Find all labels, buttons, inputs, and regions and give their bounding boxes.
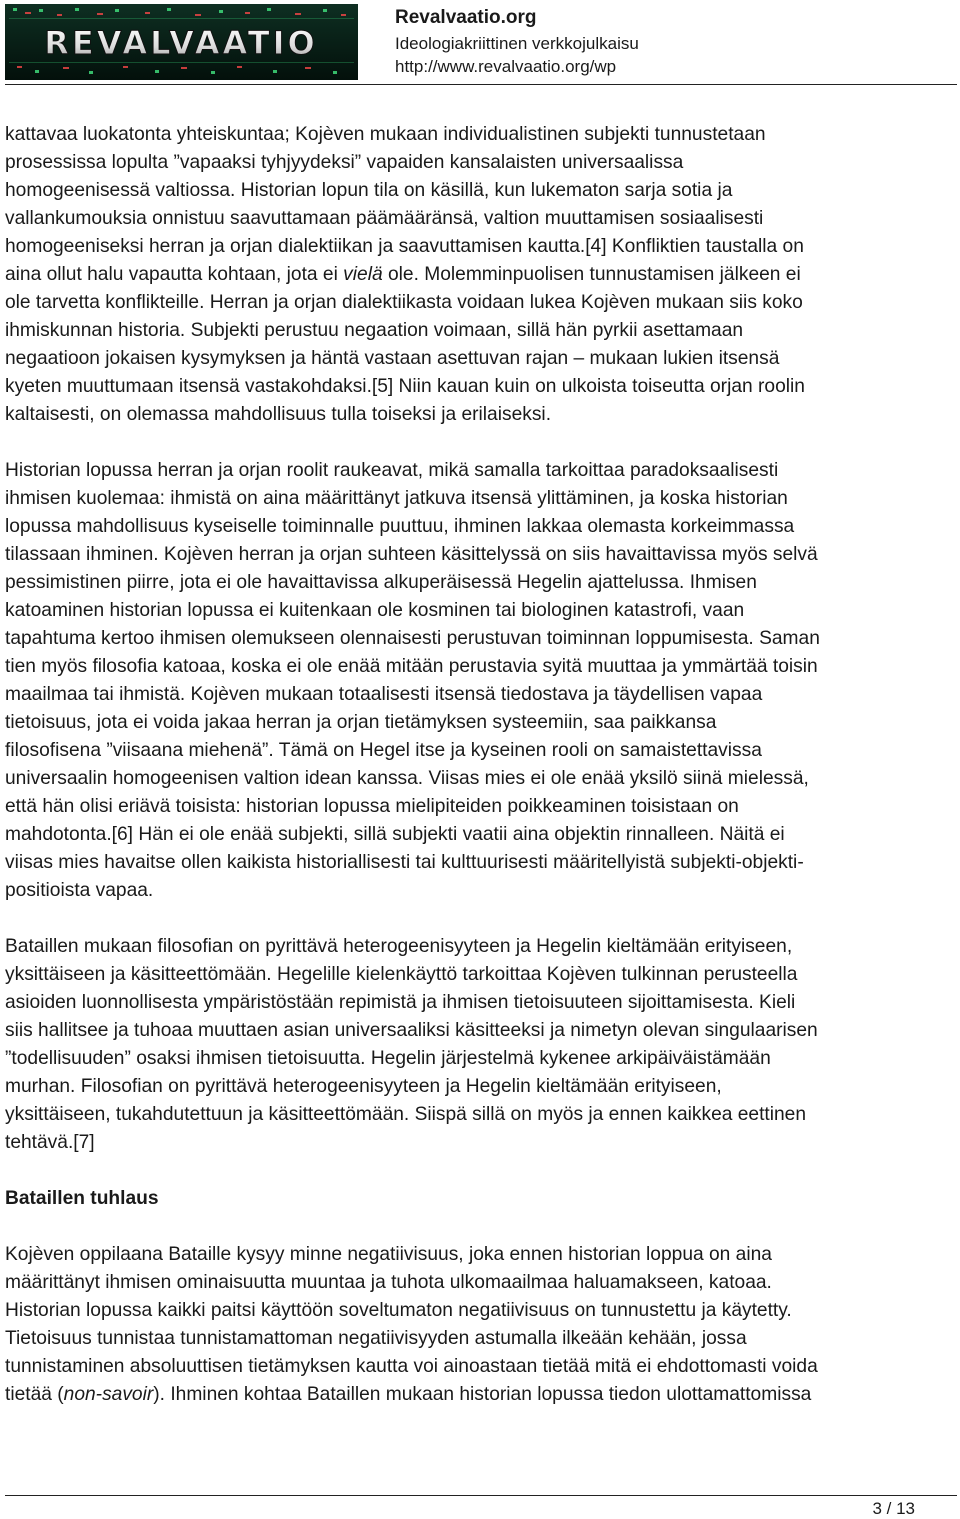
text-line: homogeeniseksi herran ja orjan dialektiikan ja saavuttamisen kautta.[4] Konfliktien taustalla on bbox=[5, 236, 804, 257]
text-line: universaalin homogeenisen valtion idean kanssa. Viisas mies ei ole enää yksilö siinä mielessä, bbox=[5, 768, 809, 789]
site-name: Revalvaatio.org bbox=[395, 7, 537, 28]
text-line: kattavaa luokatonta yhteiskuntaa; Kojèven mukaan individualistinen subjekti tunnustetaan bbox=[5, 124, 766, 145]
text-line: mahdotonta.[6] Hän ei ole enää subjekti, sillä subjekti vaatii aina objektin rinnalleen. Näitä ei bbox=[5, 824, 785, 845]
text-line: kyeten muuttumaan itsensä vastakohdaksi.[5] Niin kauan kuin on ulkoista toiseutta orjan roolin bbox=[5, 376, 805, 397]
text-line: maailmaa tai ihmistä. Kojèven mukaan totaalisesti itsensä tiedostava ja täydellisen vapaa bbox=[5, 684, 763, 705]
text-line: määrittänyt ihmisen ominaisuutta muuntaa ja tuhota ulkomaailmaa haluamakseen, katoaa. bbox=[5, 1272, 772, 1293]
text-line: positioista vapaa. bbox=[5, 880, 154, 901]
text-line: ”todellisuuden” osaksi ihmisen tietoisuutta. Hegelin järjestelmä kykenee arkipäiväistämään bbox=[5, 1048, 771, 1069]
site-url[interactable]: http://www.revalvaatio.org/wp bbox=[395, 57, 617, 76]
text-line: murhan. Filosofian on pyrittävä heterogeenisyyteen ja Hegelin kieltämään erityiseen, bbox=[5, 1076, 722, 1097]
header-divider bbox=[5, 84, 957, 85]
text-line: yksittäiseen ja käsitteettömään. Hegelille kielenkäyttö tarkoittaa Kojèven tulkinnan perusteella bbox=[5, 964, 798, 985]
text-line: homogeenisessä valtiossa. Historian lopun tila on käsillä, kun lukematon sarja sotia ja bbox=[5, 180, 733, 201]
text-line: ihmisen kuolemaa: ihmistä on aina määrittänyt jatkuva itsensä ylittäminen, ja koska historian bbox=[5, 488, 788, 509]
revalvaatio-logo bbox=[5, 4, 358, 80]
text-line: yksittäiseen, tukahdutettuun ja käsitteettömään. Siispä sillä on myös ja ennen kaikkea eettinen bbox=[5, 1104, 807, 1125]
text-line: tapahtuma kertoo ihmisen olemukseen olennaisesti perustuvan toiminnan loppumisesta. Saman bbox=[5, 628, 820, 649]
footer-divider bbox=[5, 1495, 957, 1496]
paragraph-1 bbox=[5, 121, 955, 429]
text-line: viisas mies havaitse ollen kaikista historiallisesti tai kulttuurisesti määritellyistä subjekti-objekti- bbox=[5, 852, 804, 873]
text-line: tietoisuus, jota ei voida jakaa herran ja orjan tietämyksen systeemiin, saa paikkansa bbox=[5, 712, 717, 733]
text-line: että hän olisi eriävä toisista: historian lopussa mielipiteiden poikkeaminen toisistaan on bbox=[5, 796, 739, 817]
text-line: ole tarvetta konflikteille. Herran ja orjan dialektiikasta voidaan lukea Kojèven mukaan siis koko bbox=[5, 292, 803, 313]
text-line: tehtävä.[7] bbox=[5, 1132, 95, 1153]
text-line: kaltaisesti, on olemassa mahdollisuus tulla toiseksi ja erilaiseksi. bbox=[5, 404, 552, 425]
logo-graphic bbox=[5, 4, 358, 80]
paragraph-2 bbox=[5, 457, 955, 905]
text-line: ihmiskunnan historia. Subjekti perustuu negaation voimaan, sillä hän pyrkii asettamaan bbox=[5, 320, 744, 341]
text-line: tien myös filosofia katoaa, koska ei ole enää mitään perustavia syitä muuttaa ja ymmärtää toisin bbox=[5, 656, 818, 677]
article-body bbox=[5, 121, 955, 1437]
text-line: vallankumouksia onnistuu saavuttamaan päämääränsä, valtion muuttamisen sosiaalisesti bbox=[5, 208, 764, 229]
page-number: 3 / 13 bbox=[872, 1499, 915, 1518]
page-header bbox=[0, 0, 960, 86]
section-heading: Bataillen tuhlaus bbox=[5, 1188, 159, 1209]
text-line: Tietoisuus tunnistaa tunnistamattoman negatiivisyyden astumalla ilkeään kehään, jossa bbox=[5, 1328, 747, 1349]
text-line: prosessissa lopulta ”vapaaksi tyhjyydeksi” vapaiden kansalaisten universaalissa bbox=[5, 152, 684, 173]
text-line: tilassaan ihminen. Kojèven herran ja orjan suhteen käsittelyssä on siis havaittavissa myös selvä bbox=[5, 544, 818, 565]
site-info bbox=[395, 6, 639, 78]
site-tagline: Ideologiakriittinen verkkojulkaisu bbox=[395, 34, 639, 53]
text-line: asioiden luonnollisesta ympäristöstään repimistä ja ihmisen tietoisuuteen sijoittamisesta. Kieli bbox=[5, 992, 796, 1013]
text-line: Historian lopussa kaikki paitsi käyttöön soveltumaton negatiivisuus on tunnustettu ja käytetty. bbox=[5, 1300, 792, 1321]
paragraph-4 bbox=[5, 1241, 955, 1409]
text-line: filosofisena ”viisaana miehenä”. Tämä on Hegel itse ja kyseinen rooli on samaistettavissa bbox=[5, 740, 762, 761]
text-line: Historian lopussa herran ja orjan roolit raukeavat, mikä samalla tarkoittaa paradoksaalisesti bbox=[5, 460, 779, 481]
text-line: aina ollut halu vapautta kohtaan, jota ei vielä ole. Molemminpuolisen tunnustamisen jälkeen ei bbox=[5, 264, 801, 285]
text-line: tietää (non-savoir). Ihminen kohtaa Bataillen mukaan historian lopussa tiedon ulottamattomissa bbox=[5, 1384, 812, 1405]
text-line: siis hallitsee ja tuhoaa muuttaen asian universaaliksi käsitteeksi ja nimetyn olevan singulaarisen bbox=[5, 1020, 818, 1041]
text-line: lopussa mahdollisuus kyseiselle toiminnalle puuttuu, ihminen lakkaa olemasta korkeimmassa bbox=[5, 516, 795, 537]
text-line: pessimistinen piirre, jota ei ole havaittavissa alkuperäisessä Hegelin ajattelussa. Ihmisen bbox=[5, 572, 757, 593]
text-line: negaatioon jokaisen kysymyksen ja häntä vastaan asettuvan rajan – mukaan lukien itsensä bbox=[5, 348, 780, 369]
text-line: katoaminen historian lopussa ei kuitenkaan ole kosminen tai biologinen katastrofi, vaan bbox=[5, 600, 745, 621]
logo-text: REVALVAATIO bbox=[44, 24, 318, 62]
paragraph-3 bbox=[5, 933, 955, 1157]
text-line: Bataillen mukaan filosofian on pyrittävä heterogeenisyyteen ja Hegelin kieltämään erityiseen, bbox=[5, 936, 793, 957]
text-line: Kojèven oppilaana Bataille kysyy minne negatiivisuus, joka ennen historian loppua on aina bbox=[5, 1244, 772, 1265]
text-line: tunnistaminen absoluuttisen tietämyksen kautta voi ainoastaan tietää mitä ei ehdottomasti voida bbox=[5, 1356, 818, 1377]
